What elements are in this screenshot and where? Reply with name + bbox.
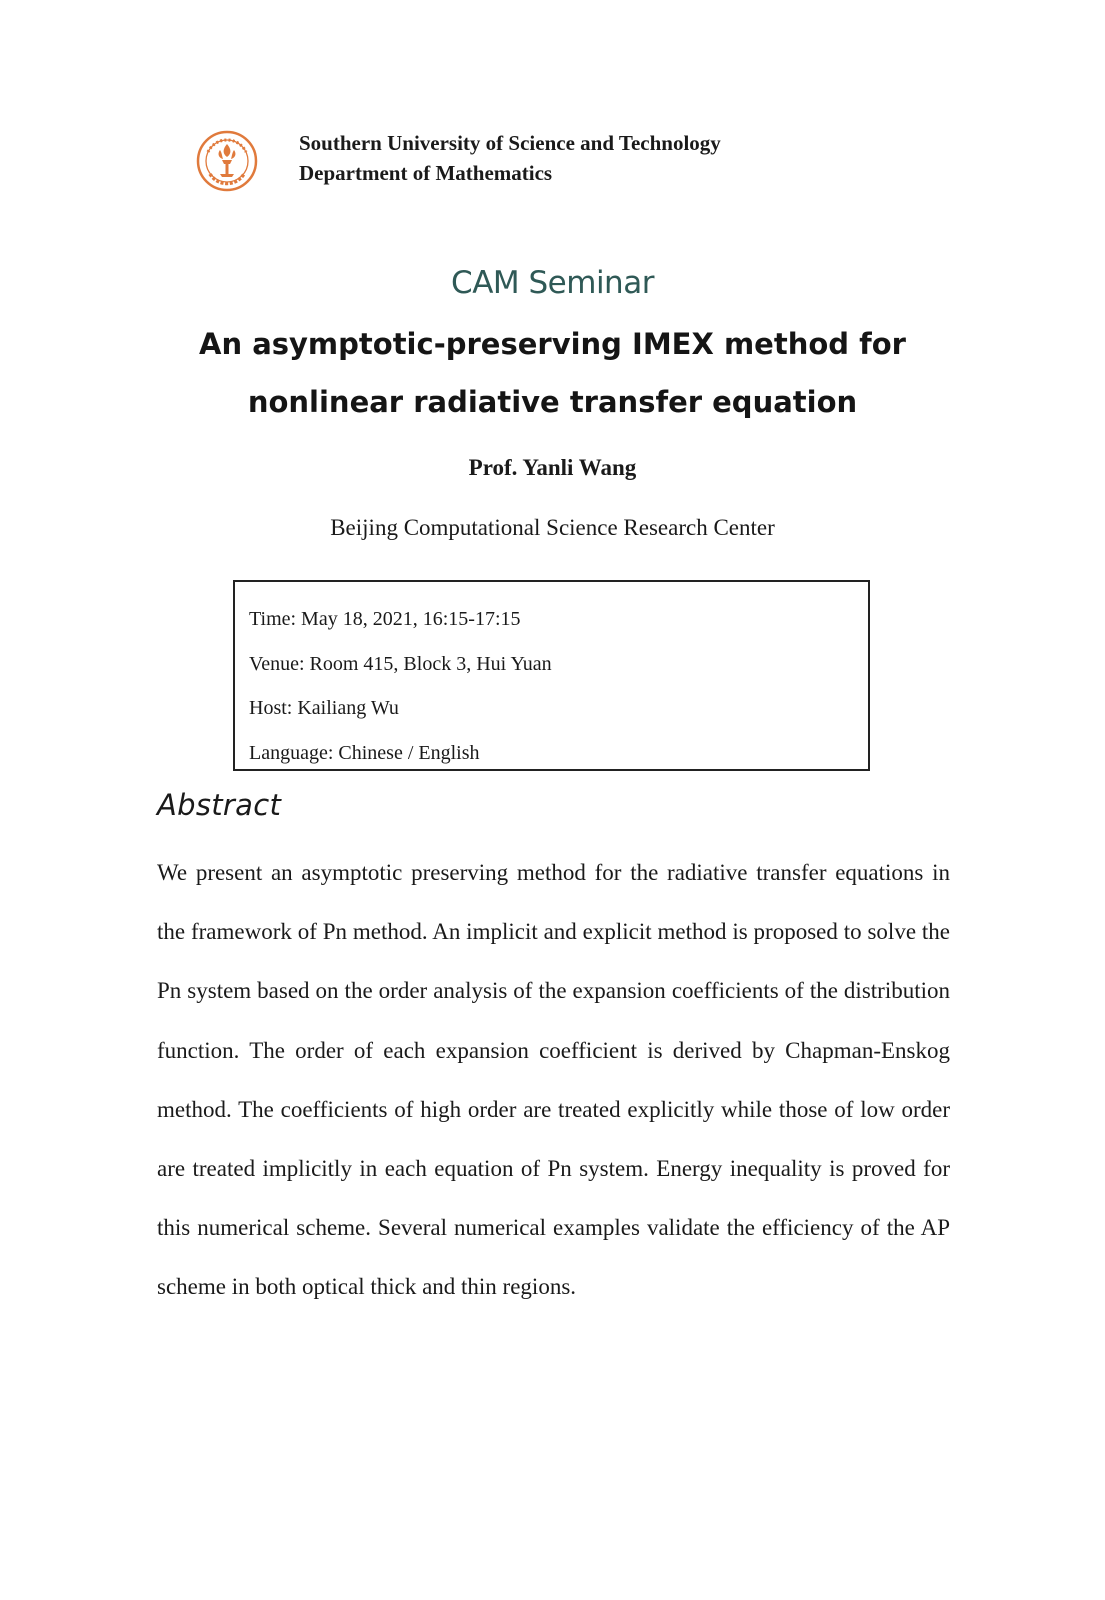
seminar-series: CAM Seminar — [451, 265, 654, 301]
event-details-box — [233, 580, 870, 771]
abstract-body: We present an asymptotic preserving method for the radiative transfer equations in the framework of Pn method. An implicit and explicit method is proposed to solve the Pn system based on the order analysis of the expansion coefficients of the distribution function. The order of each expansion coefficient is derived by Chapman-Enskog method. The coefficients of high order are treated explicitly while those of low order are treated implicitly in each equation of Pn system. Energy inequality is proved for this numerical scheme. Several numerical examples validate the efficiency of the AP scheme in both optical thick and thin regions. — [157, 860, 950, 1300]
event-host: Host: Kailiang Wu — [249, 697, 399, 719]
institution-block — [299, 128, 721, 188]
event-time: Time: May 18, 2021, 16:15-17:15 — [249, 608, 521, 630]
department-name: Department of Mathematics — [299, 161, 553, 185]
page-header — [196, 128, 896, 198]
speaker-name: Prof. Yanli Wang — [468, 455, 637, 480]
talk-title-line-1: An asymptotic-preserving IMEX method for — [199, 327, 906, 361]
abstract-heading: Abstract — [157, 788, 282, 822]
talk-title-line-2: nonlinear radiative transfer equation — [247, 385, 858, 419]
speaker-affiliation: Beijing Computational Science Research Center — [330, 515, 775, 540]
event-language: Language: Chinese / English — [249, 741, 480, 764]
talk-title — [0, 315, 1105, 431]
university-seal-icon — [196, 130, 258, 192]
event-venue: Venue: Room 415, Block 3, Hui Yuan — [249, 652, 552, 675]
university-name: Southern University of Science and Technology — [299, 131, 721, 155]
